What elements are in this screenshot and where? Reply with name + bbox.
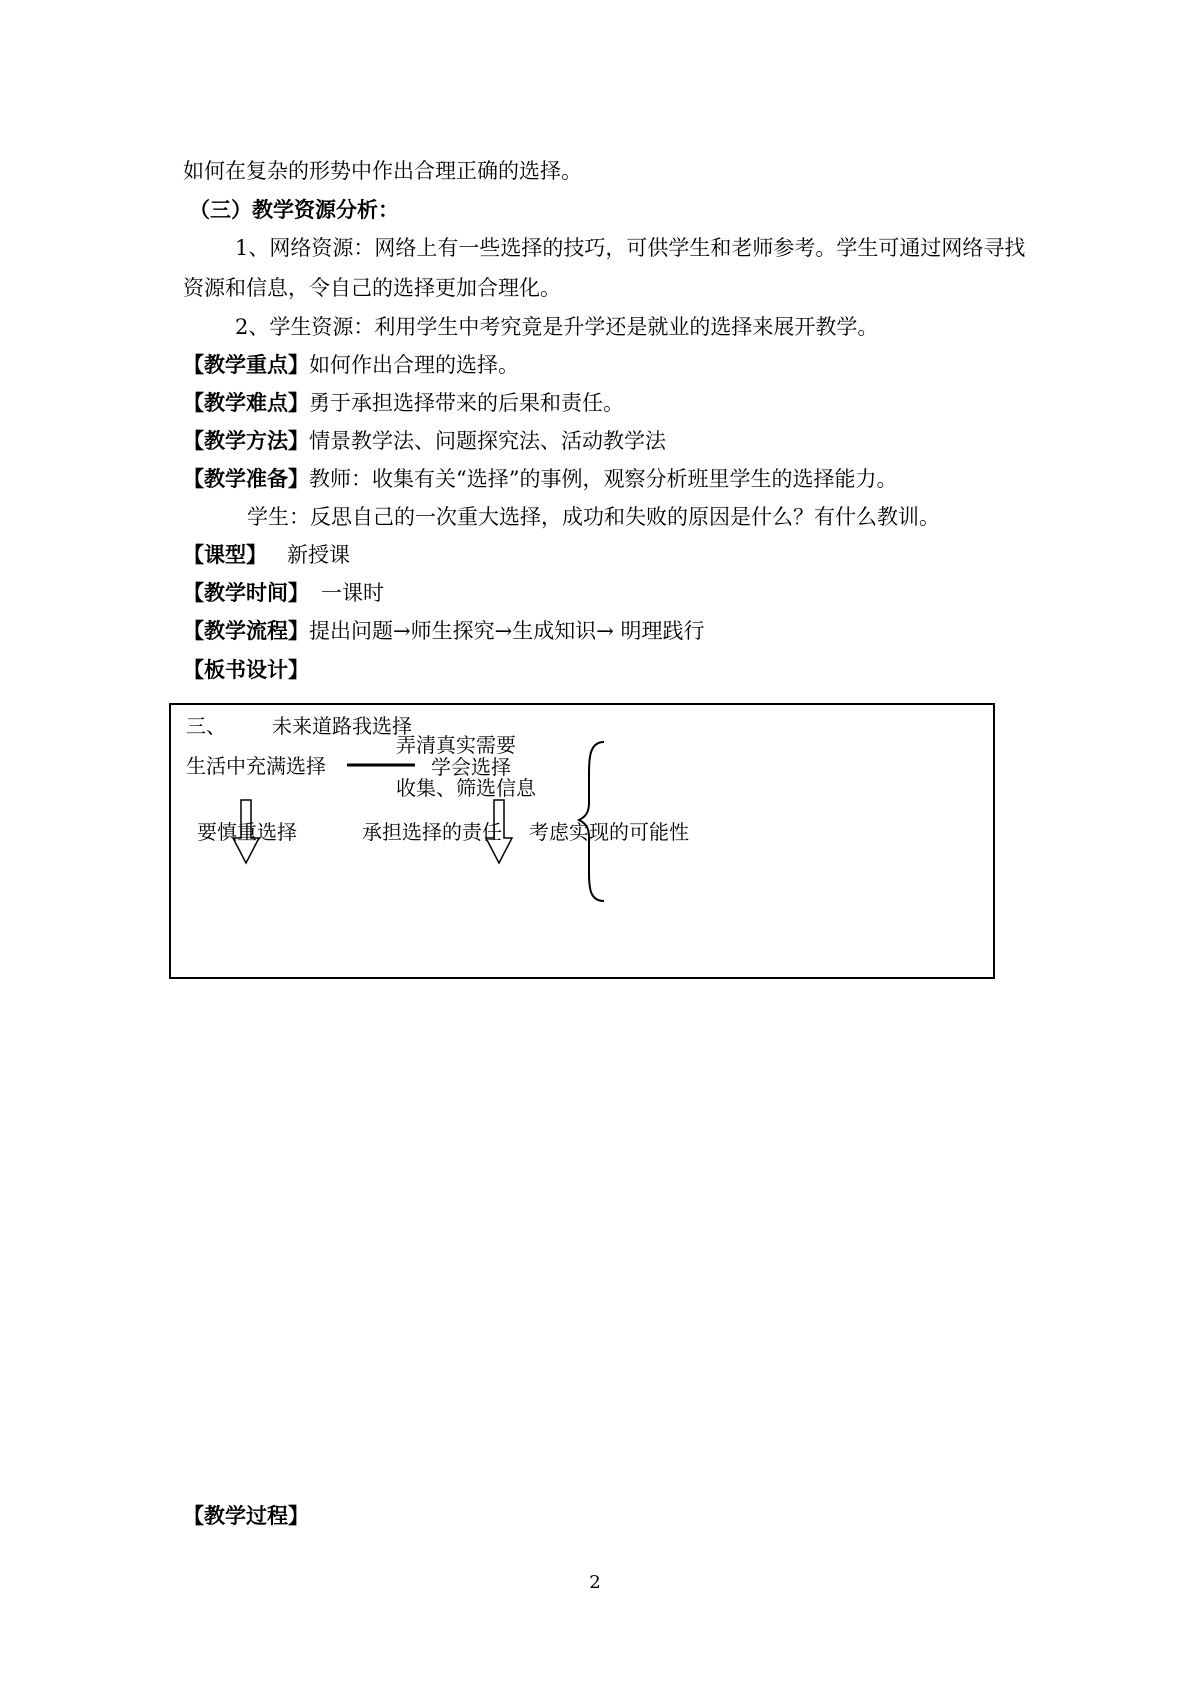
board-life-choice: 生活中充满选择 (186, 754, 326, 778)
down-arrow-icon (486, 800, 512, 863)
preparation-label: 【教学准备】 (183, 466, 309, 491)
process-label: 【教学过程】 (183, 1503, 309, 1528)
board-responsibility: 承担选择的责任 (362, 820, 502, 844)
time-row (183, 579, 384, 607)
key-point-row (183, 351, 519, 379)
flow-label: 【教学流程】 (183, 618, 309, 643)
resource1-line1: 1、网络资源：网络上有一些选择的技巧，可供学生和老师参考。学生可通过网络寻找 (235, 236, 1026, 260)
preparation-student: 学生：反思自己的一次重大选择，成功和失败的原因是什么？有什么教训。 (247, 505, 940, 529)
difficulty-value: 勇于承担选择带来的后果和责任。 (309, 391, 624, 415)
curly-brace-icon (579, 742, 604, 901)
lesson-type-label: 【课型】 (183, 542, 267, 567)
preparation-teacher: 教师：收集有关“选择”的事例，观察分析班里学生的选择能力。 (309, 467, 898, 491)
board-careful-choice: 要慎重选择 (197, 820, 297, 844)
resource1-line2: 资源和信息，令自己的选择更加合理化。 (183, 276, 561, 300)
intro-line: 如何在复杂的形势中作出合理正确的选择。 (183, 159, 582, 183)
board-title: 未来道路我选择 (272, 714, 412, 738)
method-label: 【教学方法】 (183, 428, 309, 453)
down-arrow-icon (233, 800, 259, 863)
board-number: 三、 (186, 714, 226, 738)
key-point-value: 如何作出合理的选择。 (309, 353, 519, 377)
section3-heading: （三）教学资源分析： (189, 197, 399, 222)
lesson-type-row (183, 541, 350, 569)
time-label: 【教学时间】 (183, 580, 309, 605)
board-diagram-lines (171, 705, 993, 977)
board-design-box (169, 703, 995, 979)
board-item-learn: 学会选择 (431, 755, 511, 779)
preparation-row (183, 465, 897, 493)
difficulty-label: 【教学难点】 (183, 390, 309, 415)
time-value: 一课时 (321, 581, 384, 605)
method-row (183, 427, 666, 455)
lesson-type-value: 新授课 (287, 543, 350, 567)
board-feasibility: 考虑实现的可能性 (529, 820, 689, 844)
board-design-label: 【板书设计】 (183, 657, 309, 682)
flow-row (183, 617, 704, 645)
flow-value: 提出问题→师生探究→生成知识→ 明理践行 (309, 619, 705, 643)
method-value: 情景教学法、问题探究法、活动教学法 (309, 429, 666, 453)
board-item-need: 弄清真实需要 (396, 733, 516, 757)
resource2-line: 2、学生资源：利用学生中考究竟是升学还是就业的选择来展开教学。 (235, 315, 879, 339)
page-number: 2 (589, 1572, 601, 1593)
key-point-label: 【教学重点】 (183, 352, 309, 377)
board-item-info: 收集、筛选信息 (396, 776, 536, 800)
difficulty-row (183, 389, 624, 417)
